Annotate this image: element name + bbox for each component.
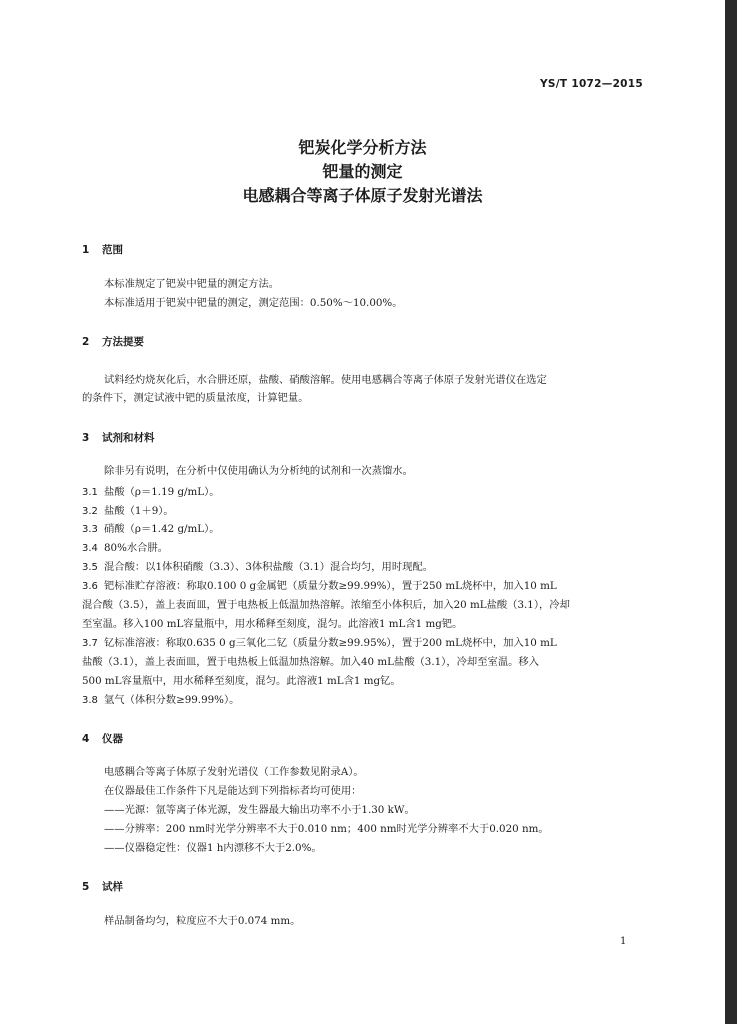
item-text: 盐酸（1＋9）。: [104, 505, 174, 517]
section-title: 试剂和材料: [102, 432, 155, 444]
list-item: [82, 579, 557, 594]
document-title-line2: 钯量的测定: [322, 162, 403, 181]
section-title: 试样: [102, 881, 123, 893]
item-number: 3.2: [82, 506, 98, 517]
item-number: 3.8: [82, 695, 98, 706]
paragraph-continued: 的条件下，测定试液中钯的质量浓度，计算钯量。: [82, 392, 309, 404]
item-number: 3.3: [82, 524, 98, 535]
item-number: 3.5: [82, 562, 98, 573]
document-title-line3: 电感耦合等离子体原子发射光谱法: [242, 186, 483, 205]
list-item: [82, 504, 174, 519]
item-text: 硝酸（ρ＝1.42 g/mL）。: [104, 523, 220, 535]
item-number: 3.6: [82, 581, 98, 592]
paragraph: 在仪器最佳工作条件下凡是能达到下列指标者均可使用：: [104, 785, 362, 797]
section-title: 方法提要: [102, 336, 144, 348]
section-number: 1: [82, 244, 90, 256]
section-heading-sample: [82, 879, 123, 894]
list-item: [82, 485, 220, 500]
item-text: 80%水合肼。: [104, 542, 169, 554]
paragraph: 本标准适用于钯炭中钯量的测定，测定范围：0.50%～10.00%。: [104, 297, 403, 309]
section-title: 仪器: [102, 733, 123, 745]
item-text-continued: 混合酸（3.5），盖上表面皿，置于电热板上低温加热溶解。浓缩至小体积后，加入20 mL盐酸（3.1），冷却: [82, 599, 570, 611]
section-title: 范围: [102, 244, 123, 256]
item-number: 3.4: [82, 543, 98, 554]
dash-list-item: ——分辨率：200 nm时光学分辨率不大于0.010 nm；400 nm时光学分辨率不大于0.020 nm。: [104, 823, 549, 835]
item-text: 氩气（体积分数≥99.99%）。: [104, 694, 240, 706]
item-text: 盐酸（ρ＝1.19 g/mL）。: [104, 486, 220, 498]
paragraph: 电感耦合等离子体原子发射光谱仪（工作参数见附录A）。: [104, 766, 364, 778]
item-number: 3.1: [82, 487, 98, 498]
section-heading-method: [82, 334, 144, 349]
section-heading-instruments: [82, 731, 123, 746]
dash-list-item: ——仪器稳定性：仪器1 h内漂移不大于2.0%。: [104, 842, 322, 854]
section-number: 5: [82, 881, 90, 893]
scan-edge-bar: [725, 0, 737, 1024]
item-text-continued: 至室温。移入100 mL容量瓶中，用水稀释至刻度，混匀。此溶液1 mL含1 mg钯。: [82, 618, 463, 630]
paragraph: 本标准规定了钯炭中钯量的测定方法。: [104, 278, 280, 290]
paragraph: 样品制备均匀，粒度应不大于0.074 mm。: [104, 915, 301, 927]
document-title-line1: 钯炭化学分析方法: [298, 138, 427, 157]
section-number: 2: [82, 336, 90, 348]
list-item: [82, 560, 433, 575]
section-heading-reagents: [82, 430, 155, 445]
item-number: 3.7: [82, 638, 98, 649]
list-item: [82, 522, 220, 537]
paragraph: 试料经灼烧灰化后，水合肼还原，盐酸、硝酸溶解。使用电感耦合等离子体原子发射光谱仪在选定: [104, 374, 547, 386]
section-heading-scope: [82, 242, 123, 257]
list-item: [82, 693, 239, 708]
item-text-continued: 盐酸（3.1），盖上表面皿，置于电热板上低温加热溶解。加入40 mL盐酸（3.1），冷却至室温。移入: [82, 656, 540, 668]
item-text: 钇标准溶液：称取0.635 0 g三氧化二钇（质量分数≥99.95%），置于200 mL烧杯中，加入10 mL: [104, 637, 557, 649]
item-text-continued: 500 mL容量瓶中，用水稀释至刻度，混匀。此溶液1 mL含1 mg钇。: [82, 675, 401, 687]
dash-list-item: ——光源：氩等离子体光源，发生器最大输出功率不小于1.30 kW。: [104, 804, 415, 816]
standard-code: YS/T 1072—2015: [540, 78, 643, 90]
item-text: 钯标准贮存溶液：称取0.100 0 g金属钯（质量分数≥99.99%），置于250 mL烧杯中，加入10 mL: [104, 580, 557, 592]
list-item: [82, 636, 557, 651]
list-item: [82, 541, 168, 556]
section-number: 4: [82, 733, 90, 745]
item-text: 混合酸：以1体积硝酸（3.3）、3体积盐酸（3.1）混合均匀，用时现配。: [104, 561, 434, 573]
paragraph: 除非另有说明，在分析中仅使用确认为分析纯的试剂和一次蒸馏水。: [104, 465, 413, 477]
page-number: 1: [620, 936, 627, 947]
section-number: 3: [82, 432, 90, 444]
